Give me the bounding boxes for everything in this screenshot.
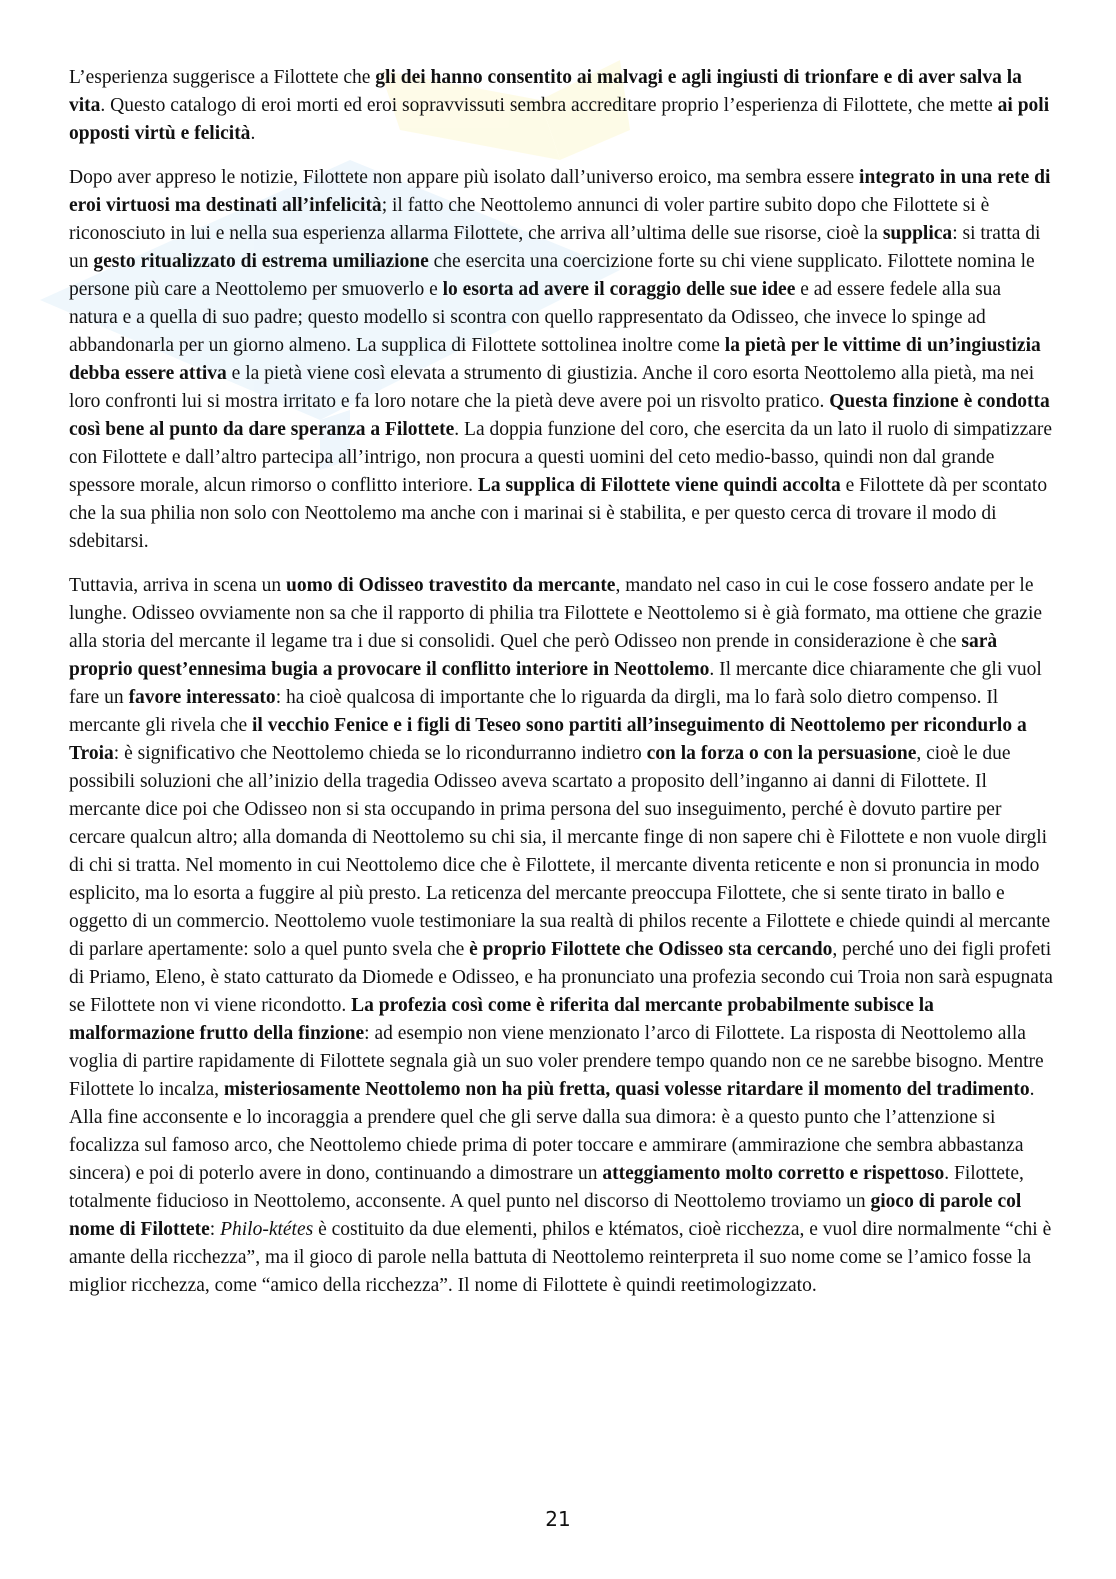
document-body bbox=[69, 64, 1054, 1316]
text-run: : ad esempio non viene menzionato l’arco di Filottete. La risposta di Neottolemo alla voglia di partire rapidamente di Filottete segnala già un suo voler prendere tempo quando non ce ne sarebbe bisogno. Mentre Filottete lo incalza, bbox=[69, 1023, 1044, 1100]
bold-phrase: gesto ritualizzato di estrema umiliazione bbox=[93, 251, 429, 272]
bold-phrase: è proprio Filottete che Odisseo sta cercando bbox=[469, 939, 833, 960]
text-run: . La doppia funzione del coro, che esercita da un lato il ruolo di simpatizzare con Filottete e dall’altro partecipa all’intrigo, non procura a questi uomini del ceto medio-basso, quindi non dal grande spessore morale, alcun rimorso o conflitto interiore. bbox=[69, 419, 1053, 496]
text-run: e ad essere fedele alla sua natura e a quella di suo padre; questo modello si scontra con quello rappresentato da Odisseo, che invece lo spinge ad abbandonarla per un giorno almeno. La supplica di Filottete sottolinea inoltre come bbox=[69, 279, 1002, 356]
bold-phrase: favore interessato bbox=[128, 687, 276, 708]
bold-phrase: La profezia così come è riferita dal mercante probabilmente subisce la malformazione frutto della finzione bbox=[69, 995, 934, 1044]
text-run: e la pietà viene così elevata a strumento di giustizia. Anche il coro esorta Neottolemo alla pietà, ma nei loro confronti lui si mostra irritato e fa loro notare che la pietà deve avere poi un risvolto pratico. bbox=[69, 363, 1035, 412]
text-run: : ha cioè qualcosa di importante che lo riguarda da dirgli, ma lo farà solo dietro compenso. Il mercante gli rivela che bbox=[69, 687, 999, 736]
text-run: è costituito da due elementi, philos e ktématos, cioè ricchezza, e vuol dire normalmente “chi è amante della ricchezza”, ma il gioco di parole nella battuta di Neottolemo reinterpreta il suo nome come se l’amico fosse la miglior ricchezza, come “amico della ricchezza”. Il nome di Filottete è quindi reetimologizzato. bbox=[69, 1219, 1052, 1296]
bold-phrase: gioco di parole col nome di Filottete bbox=[69, 1191, 1022, 1240]
text-run: e Filottete dà per scontato che la sua philia non solo con Neottolemo ma anche con i marinai si è stabilita, e per questo cerca di trovare il modo di sdebitarsi. bbox=[69, 475, 1048, 552]
paragraph bbox=[69, 64, 1054, 148]
text-run: Tuttavia, arriva in scena un bbox=[69, 575, 286, 596]
bold-phrase: con la forza o con la persuasione bbox=[646, 743, 917, 764]
text-run: . Alla fine acconsente e lo incoraggia a prendere quel che gli serve dalla sua dimora: è a questo punto che l’attenzione si focalizza sul famoso arco, che Neottolemo chiede prima di poter toccare e ammirare (ammirazione che sembra abbastanza sincera) e poi di poterlo avere in dono, continuando a dimostrare un bbox=[69, 1079, 1035, 1184]
paragraph bbox=[69, 164, 1054, 556]
bold-phrase: sarà proprio quest’ennesima bugia a provocare il conflitto interiore in Neottolemo bbox=[69, 631, 998, 680]
text-run: . Questo catalogo di eroi morti ed eroi sopravvissuti sembra accreditare proprio l’esperienza di Filottete, che mette bbox=[100, 95, 998, 116]
text-run: che esercita una coercizione forte su chi viene supplicato. Filottete nomina le persone più care a Neottolemo per smuoverlo e bbox=[69, 251, 1035, 300]
text-run: . Filottete, totalmente fiducioso in Neottolemo, acconsente. A quel punto nel discorso di Neottolemo troviamo un bbox=[69, 1163, 1024, 1212]
text-run: , mandato nel caso in cui le cose fossero andate per le lunghe. Odisseo ovviamente non sa che il rapporto di philia tra Filottete e Neottolemo si è già formato, ma ottiene che grazie alla storia del mercante il legame tra i due si consolidi. Quel che però Odisseo non prende in considerazione è che bbox=[69, 575, 1043, 652]
italic-term: Philo-ktétes bbox=[220, 1219, 314, 1240]
bold-phrase: la pietà per le vittime di un’ingiustizia debba essere attiva bbox=[69, 335, 1041, 384]
bold-phrase: misteriosamente Neottolemo non ha più fretta, quasi volesse ritardare il momento del tradimento bbox=[223, 1079, 1030, 1100]
text-run: , cioè le due possibili soluzioni che all’inizio della tragedia Odisseo aveva scartato a proposito dell’inganno ai danni di Filottete. Il mercante dice poi che Odisseo non si sta occupando in prima persona del suo inseguimento, perché è dovuto partire per cercare qualcun altro; alla domanda di Neottolemo su chi sia, il mercante finge di non sapere chi è Filottete e non vuole dirgli di chi si tratta. Nel momento in cui Neottolemo dice che è Filottete, il mercante diventa reticente e non si pronuncia in modo esplicito, ma lo esorta a fuggire al più presto. La reticenza del mercante preoccupa Filottete, che si sente tirato in ballo e oggetto di un commercio. Neottolemo vuole testimoniare la sua realtà di philos recente a Filottete e chiede quindi al mercante di parlare apertamente: solo a quel punto svela che bbox=[69, 743, 1051, 960]
page-number: 21 bbox=[545, 1507, 571, 1531]
bold-phrase: il vecchio Fenice e i figli di Teseo sono partiti all’inseguimento di Neottolemo per ricondurlo a Troia bbox=[69, 715, 1027, 764]
text-run: : è significativo che Neottolemo chieda se lo ricondurranno indietro bbox=[113, 743, 647, 764]
bold-phrase: gli dei hanno consentito ai malvagi e agli ingiusti di trionfare e di aver salva la vita bbox=[69, 67, 1022, 116]
text-run: L’esperienza suggerisce a Filottete che bbox=[69, 67, 376, 88]
text-run: . Il mercante dice chiaramente che gli vuol fare un bbox=[69, 659, 1042, 708]
text-run: , perché uno dei figli profeti di Priamo, Eleno, è stato catturato da Diomede e Odisseo, e ha pronunciato una profezia secondo cui Troia non sarà espugnata se Filottete non vi viene ricondotto. bbox=[69, 939, 1053, 1016]
text-run: Dopo aver appreso le notizie, Filottete non appare più isolato dall’universo eroico, ma sembra essere bbox=[69, 167, 860, 188]
text-run: : bbox=[209, 1219, 221, 1240]
text-run: ; il fatto che Neottolemo annunci di voler partire subito dopo che Filottete si è riconosciuto in lui e nella sua esperienza allarma Filottete, che arriva all’ultima delle sue risorse, cioè la bbox=[69, 195, 990, 244]
bold-phrase: uomo di Odisseo travestito da mercante bbox=[285, 575, 616, 596]
bold-phrase: integrato in una rete di eroi virtuosi ma destinati all’infelicità bbox=[69, 167, 1051, 216]
bold-phrase: ai poli opposti virtù e felicità bbox=[69, 95, 1050, 144]
text-run: : si tratta di un bbox=[69, 223, 1041, 272]
bold-phrase: supplica bbox=[882, 223, 953, 244]
paragraph bbox=[69, 572, 1054, 1300]
bold-phrase: Questa finzione è condotta così bene al punto da dare speranza a Filottete bbox=[69, 391, 1050, 440]
text-run: . bbox=[250, 123, 256, 144]
bold-phrase: atteggiamento molto corretto e rispettoso bbox=[602, 1163, 945, 1184]
bold-phrase: La supplica di Filottete viene quindi accolta bbox=[477, 475, 841, 496]
bold-phrase: lo esorta ad avere il coraggio delle sue idee bbox=[442, 279, 796, 300]
